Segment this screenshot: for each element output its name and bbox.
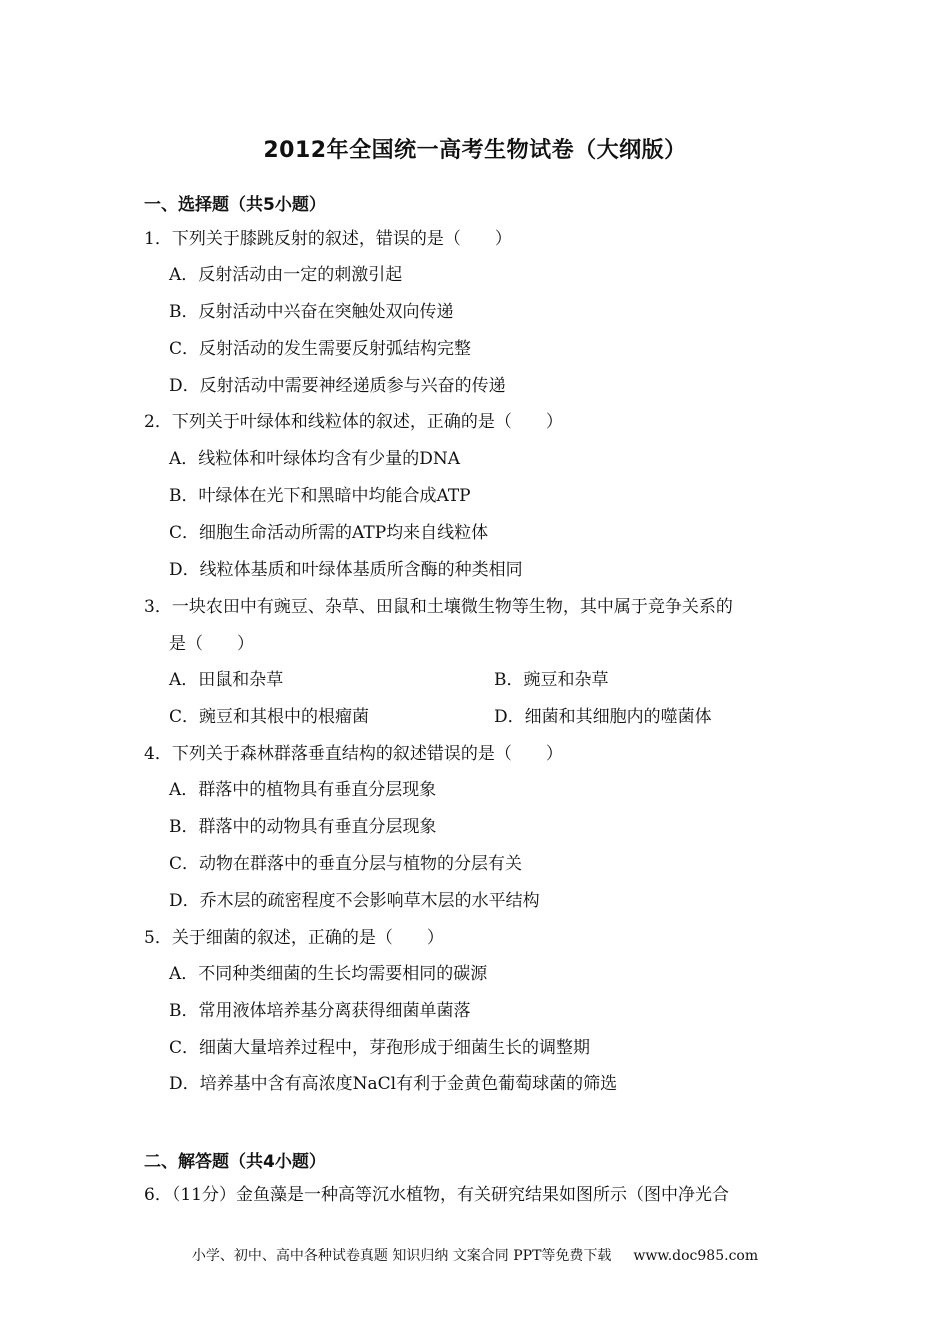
question-1-option-d: D．反射活动中需要神经递质参与兴奋的传递 bbox=[169, 376, 506, 396]
question-3-option-d: D．细菌和其细胞内的噬菌体 bbox=[494, 707, 712, 727]
question-6-stem: 6．（11分）金鱼藻是一种高等沉水植物，有关研究结果如图所示（图中净光合 bbox=[144, 1185, 729, 1205]
question-1-stem: 1．下列关于膝跳反射的叙述，错误的是（ ） bbox=[144, 229, 512, 249]
section-heading-answer: 二、解答题（共4小题） bbox=[144, 1152, 326, 1172]
question-4-stem: 4．下列关于森林群落垂直结构的叙述错误的是（ ） bbox=[144, 744, 563, 764]
footer-text: 小学、初中、高中各种试卷真题 知识归纳 文案合同 PPT等免费下载 bbox=[191, 1248, 612, 1264]
question-2-option-a: A．线粒体和叶绿体均含有少量的DNA bbox=[169, 449, 461, 469]
question-2-option-b: B．叶绿体在光下和黑暗中均能合成ATP bbox=[169, 486, 471, 506]
question-3-option-c: C．豌豆和其根中的根瘤菌 bbox=[169, 707, 370, 727]
question-1-option-c: C．反射活动的发生需要反射弧结构完整 bbox=[169, 339, 472, 359]
footer-site: www.doc985.com bbox=[633, 1248, 759, 1264]
question-3-option-b: B．豌豆和杂草 bbox=[494, 670, 609, 690]
page-footer bbox=[0, 1245, 950, 1265]
question-4-option-b: B．群落中的动物具有垂直分层现象 bbox=[169, 817, 437, 837]
question-5-option-a: A．不同种类细菌的生长均需要相同的碳源 bbox=[169, 964, 488, 984]
question-5-option-b: B．常用液体培养基分离获得细菌单菌落 bbox=[169, 1001, 471, 1021]
question-5-option-c: C．细菌大量培养过程中，芽孢形成于细菌生长的调整期 bbox=[169, 1038, 591, 1058]
section-heading-choice: 一、选择题（共5小题） bbox=[144, 195, 326, 215]
question-3-stem: 3．一块农田中有豌豆、杂草、田鼠和土壤微生物等生物，其中属于竞争关系的 bbox=[144, 597, 733, 617]
question-5-option-d: D．培养基中含有高浓度NaCl有利于金黄色葡萄球菌的筛选 bbox=[169, 1074, 618, 1094]
question-3-option-a: A．田鼠和杂草 bbox=[169, 670, 284, 690]
question-4-option-a: A．群落中的植物具有垂直分层现象 bbox=[169, 780, 437, 800]
question-4-option-c: C．动物在群落中的垂直分层与植物的分层有关 bbox=[169, 854, 523, 874]
page-title: 2012年全国统一高考生物试卷（大纲版） bbox=[263, 138, 687, 163]
question-1-option-a: A．反射活动由一定的刺激引起 bbox=[169, 265, 403, 285]
question-1-option-b: B．反射活动中兴奋在突触处双向传递 bbox=[169, 302, 454, 322]
question-2-stem: 2．下列关于叶绿体和线粒体的叙述，正确的是（ ） bbox=[144, 412, 563, 432]
question-3-stem-continued: 是（ ） bbox=[169, 634, 254, 654]
question-2-option-c: C．细胞生命活动所需的ATP均来自线粒体 bbox=[169, 523, 489, 543]
question-4-option-d: D．乔木层的疏密程度不会影响草木层的水平结构 bbox=[169, 891, 540, 911]
question-2-option-d: D．线粒体基质和叶绿体基质所含酶的种类相同 bbox=[169, 560, 523, 580]
question-5-stem: 5．关于细菌的叙述，正确的是（ ） bbox=[144, 928, 444, 948]
